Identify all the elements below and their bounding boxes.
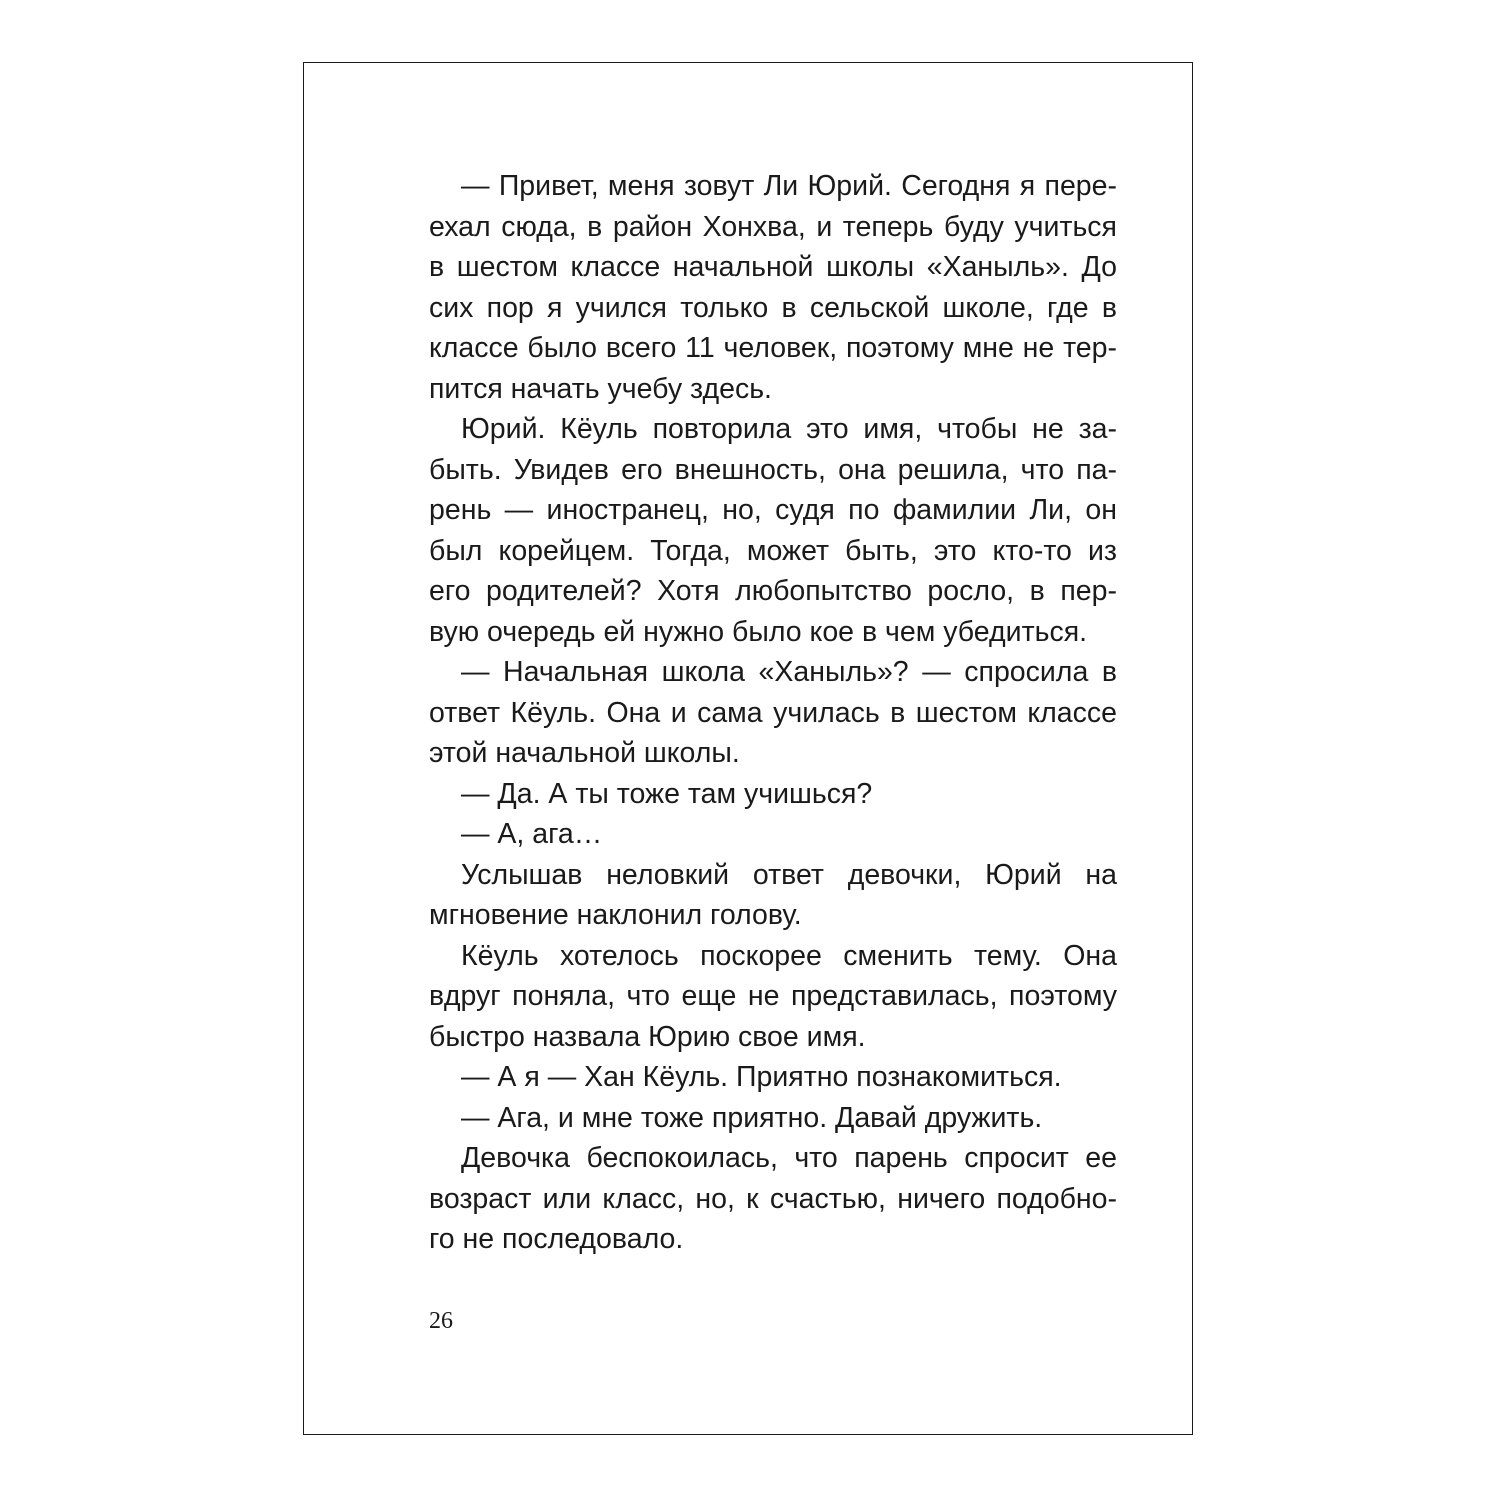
text-line: Кёуль хотелось поскорее сменить тему. Она [461,939,1117,972]
text-line: Услышав неловкий ответ девочки, Юрий на [461,858,1117,891]
text-line: быстро назвала Юрию свое имя. [429,1020,866,1053]
text-line: быть. Увидев его внешность, она решила, что па- [429,453,1117,486]
paragraph [429,855,1117,936]
paragraph [429,652,1117,774]
text-line: этой начальной школы. [429,737,740,769]
book-page [303,62,1193,1435]
page-number: 26 [429,1308,453,1334]
text-line: вдруг поняла, что еще не представилась, поэтому [429,980,1117,1012]
paragraph [429,814,1117,855]
text-line: вую очередь ей нужно было кое в чем убедиться. [429,615,1088,648]
text-line: в шестом классе начальной школы «Ханыль». До [429,251,1117,283]
paragraph [429,1057,1117,1098]
text-line: рень — иностранец, но, судя по фамилии Ли, он [429,494,1117,526]
paragraph [429,1138,1117,1260]
text-line: его родителей? Хотя любопытство росло, в пер- [429,575,1117,607]
text-line: — Да. А ты тоже там учишься? [461,777,873,810]
paragraph [429,409,1117,652]
paragraph [429,774,1117,815]
text-line: ответ Кёуль. Она и сама училась в шестом классе [429,696,1117,729]
paragraph [429,166,1117,409]
text-line: классе было всего 11 человек, поэтому мне не тер- [429,332,1117,364]
paragraph [429,936,1117,1058]
text-line: го не последовало. [429,1223,684,1255]
text-line: мгновение наклонил голову. [429,899,802,931]
text-line: возраст или класс, но, к счастью, ничего подобно- [429,1182,1117,1215]
body-text [429,166,1117,1260]
text-line: — Начальная школа «Ханыль»? — спросила в [461,656,1117,688]
text-line: ехал сюда, в район Хонхва, и теперь буду учиться [429,210,1117,243]
text-line: Девочка беспокоилась, что парень спросит ее [461,1142,1117,1174]
text-line: был корейцем. Тогда, может быть, это кто-то из [429,534,1117,567]
text-line: Юрий. Кёуль повторила это имя, чтобы не за- [461,413,1117,445]
paragraph [429,1098,1117,1139]
text-line: — Привет, меня зовут Ли Юрий. Сегодня я пере- [461,170,1117,202]
text-line: — А, ага… [461,818,603,850]
text-line: — Ага, и мне тоже приятно. Давай дружить. [461,1101,1043,1134]
text-line: сих пор я учился только в сельской школе, где в [429,291,1117,324]
text-line: — А я — Хан Кёуль. Приятно познакомиться. [461,1061,1062,1093]
text-line: пится начать учебу здесь. [429,372,772,405]
